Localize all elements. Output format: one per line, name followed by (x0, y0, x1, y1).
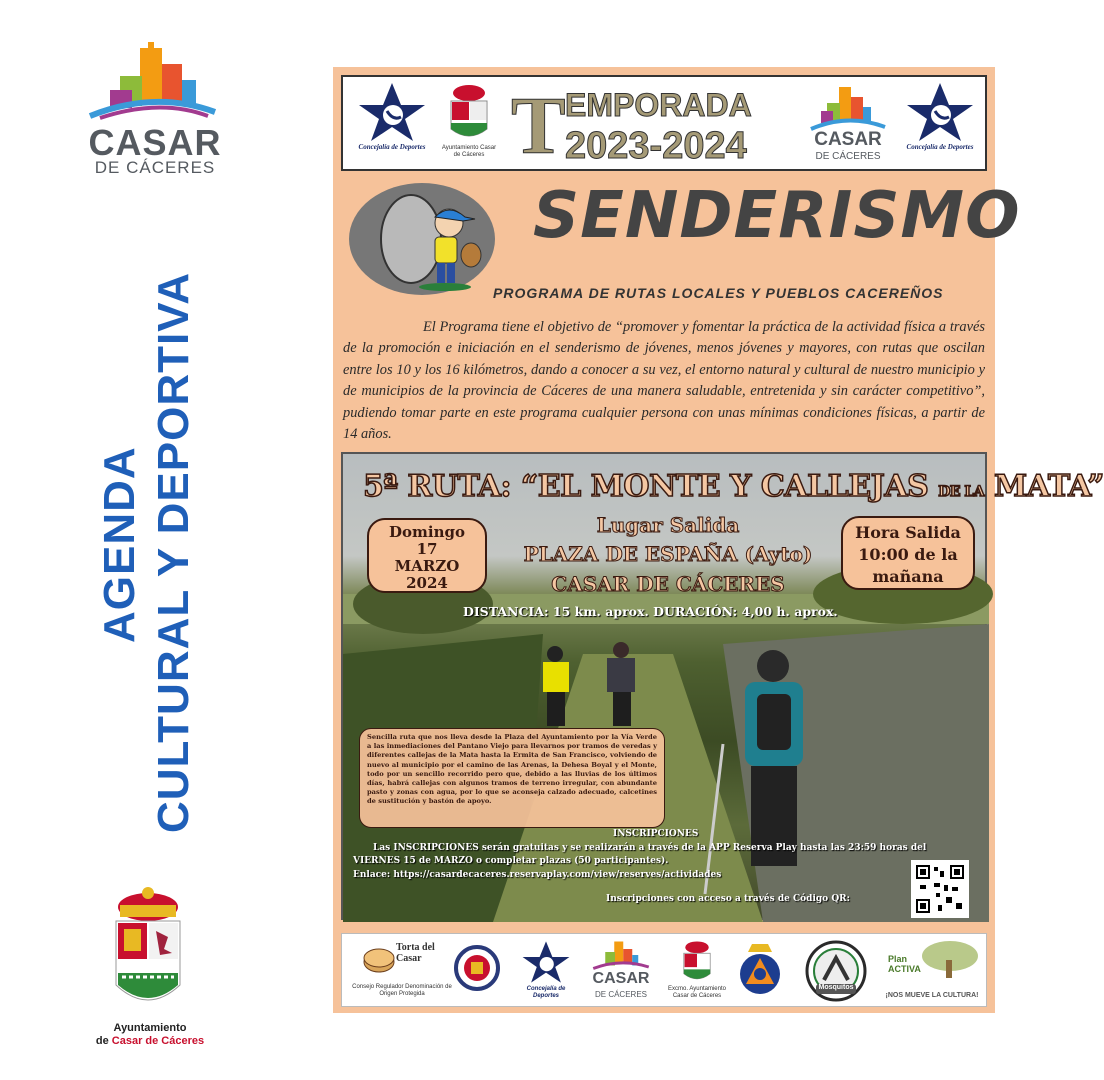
plan-activa-title: Plan ACTIVA (888, 954, 921, 974)
sponsor-casar-word2: DE CÁCERES (594, 990, 647, 999)
concejalia-caption-left: Concejalía de Deportes (358, 143, 426, 151)
plan-activa-motto: ¡NOS MUEVE LA CULTURA! (885, 992, 979, 999)
ayuntamiento-name: de Casar de Cáceres (95, 1035, 205, 1047)
star-hiker-icon (905, 81, 975, 143)
temporada-word: EMPORADA (565, 87, 752, 123)
hiker-cartoon-icon (349, 183, 495, 295)
mosquitos-club-icon (804, 940, 868, 1002)
casar-header-word2: DE CÁCERES (815, 151, 881, 162)
agenda-title-line1: AGENDA (95, 446, 144, 643)
distance-duration: DISTANCIA: 15 km. aprox. DURACIÓN: 4,00 h. aprox. (463, 604, 838, 619)
inscripciones-text: Las INSCRIPCIONES serán gratuitas y se realizarán a través de la APP Reserva Play hasta las 23:59 horas del VIERNES 15 de MARZO o completar plazas (50 participantes). (353, 843, 927, 866)
sponsor-policia-badge (454, 940, 500, 1002)
casar-header-logo (805, 83, 891, 167)
hora-time: 10:00 de la (858, 545, 958, 564)
ayto-header-caption: Ayuntamiento Casar de Cáceres (441, 145, 497, 158)
poster-title: SENDERISMO (533, 179, 1021, 253)
sponsor-mosquitos-label: Mosquitos (818, 984, 854, 991)
casar-brand-logo (80, 40, 230, 180)
sponsor-concejalia-deportes (518, 940, 574, 1002)
temporada-season: 2023-2024 (565, 125, 747, 167)
sponsor-casar-word1: CASAR (592, 970, 650, 987)
qr-code-icon[interactable] (911, 860, 969, 918)
civil-protection-icon (738, 940, 782, 1000)
casar-header-word1: CASAR (814, 129, 882, 150)
brand-word-caceres: DE CÁCERES (94, 158, 216, 177)
torta-caption: Consejo Regulador Denominación de Origen Protegida (352, 984, 452, 997)
poster-header (341, 75, 987, 171)
route-description-box (359, 728, 665, 828)
casar-buildings-small-icon (805, 83, 891, 131)
lugar-place: PLAZA DE ESPAÑA (Ayto) (523, 542, 813, 566)
senderismo-poster (333, 67, 1104, 1013)
route-date-box (367, 518, 487, 593)
agenda-title-line2: CULTURAL Y DEPORTIVA (149, 271, 198, 833)
lugar-label: Lugar Salida (596, 513, 740, 537)
inscripciones-heading: INSCRIPCIONES (613, 829, 699, 839)
sponsors-bar (341, 933, 987, 1007)
coat-of-arms-icon (108, 885, 188, 1025)
coat-of-arms-small-icon (439, 83, 499, 143)
date-year: 2024 (406, 574, 448, 592)
agenda-vertical-title (95, 255, 215, 835)
hora-period: mañana (872, 567, 944, 586)
route-title: 5ª RUTA: “EL MONTE Y CALLEJAS DE LA MATA” (363, 469, 1104, 504)
cheese-icon (362, 942, 396, 976)
poster-subtitle: PROGRAMA DE RUTAS LOCALES Y PUEBLOS CACEREÑOS (493, 285, 944, 301)
sponsor-ayto-caption: Excmo. Ayuntamiento Casar de Cáceres (668, 986, 726, 999)
casar-buildings-small-icon (588, 940, 654, 970)
sponsor-plan-activa (884, 940, 980, 1002)
program-description: El Programa tiene el objetivo de “promover y fomentar la práctica de la actividad física a través de la promoción e iniciación en el senderismo de jóvenes, menos jóvenes y mayores, con rutas que oscilan entre los 10 y los 16 kilómetros, dando a conocer a su vez, el entorno natural y cultural de nuestro municipio y de municipios de la provincia de Cáceres de una manera saludable, entretenida y sin carácter competitivo”, pudiendo tomar parte en este programa cualquier persona con unas mínimas condiciones físicas, a partir de 14 años. (343, 319, 985, 443)
inscripciones-link[interactable]: Enlace: https://casardecaceres.reservaplay.com/view/reserves/actividades (353, 870, 722, 880)
sponsor-ayuntamiento (668, 940, 726, 1002)
sponsor-casar-logo (588, 940, 654, 1002)
star-hiker-icon (357, 81, 427, 143)
coat-of-arms-small-icon (672, 940, 722, 984)
ayto-header-logo (439, 83, 499, 167)
departure-place (503, 511, 833, 599)
sponsor-concejalia-caption: Concejalía de Deportes (526, 986, 566, 999)
concejalia-logo-left (357, 81, 427, 167)
star-hiker-icon (518, 940, 574, 984)
departure-time-box (841, 516, 975, 590)
concejalia-logo-right (905, 81, 975, 167)
brand-word-casar: CASAR (88, 122, 222, 163)
date-day: 17 (416, 540, 438, 558)
temporada-heading (511, 80, 801, 171)
inscripciones-qr-label: Inscripciones con acceso a través de Código QR: (606, 894, 850, 904)
date-month: MARZO (394, 557, 460, 575)
lugar-town: CASAR DE CÁCERES (551, 572, 785, 596)
route-description: Sencilla ruta que nos lleva desde la Plaza del Ayuntamiento por la Vía Verde a las inmediaciones del Pantano Viejo para llevarnos por tramos de veredas y diferentes callejas de la Mata hasta la Ermita de San Francisco, volviendo de nuevo al municipio por el camino de las Arenas, la Dehesa Boyal y el Monte, todo por un sencillo recorrido pero que, debido a las lluvias de los últimos días, habrá callejas con algunos tramos de terreno irregular, con abundante pasto y zonas con agua, por lo que se aconseja calzado adecuado, calcetines de sustitución y bastón de apoyo. (367, 733, 657, 806)
ayuntamiento-label: Ayuntamiento (113, 1022, 187, 1034)
date-weekday: Domingo (389, 523, 465, 541)
concejalia-caption-right: Concejalía de Deportes (906, 143, 974, 151)
temporada-initial: T (511, 80, 566, 171)
casar-buildings-icon (80, 40, 230, 120)
hora-label: Hora Salida (855, 523, 961, 542)
hiker-illustration (349, 183, 495, 295)
police-badge-icon (454, 940, 500, 996)
sponsor-proteccion-civil (738, 940, 782, 1002)
torta-title: Torta del Casar (396, 942, 435, 964)
sponsor-mosquitos (804, 940, 868, 1002)
sponsor-torta-del-casar (352, 940, 452, 1002)
